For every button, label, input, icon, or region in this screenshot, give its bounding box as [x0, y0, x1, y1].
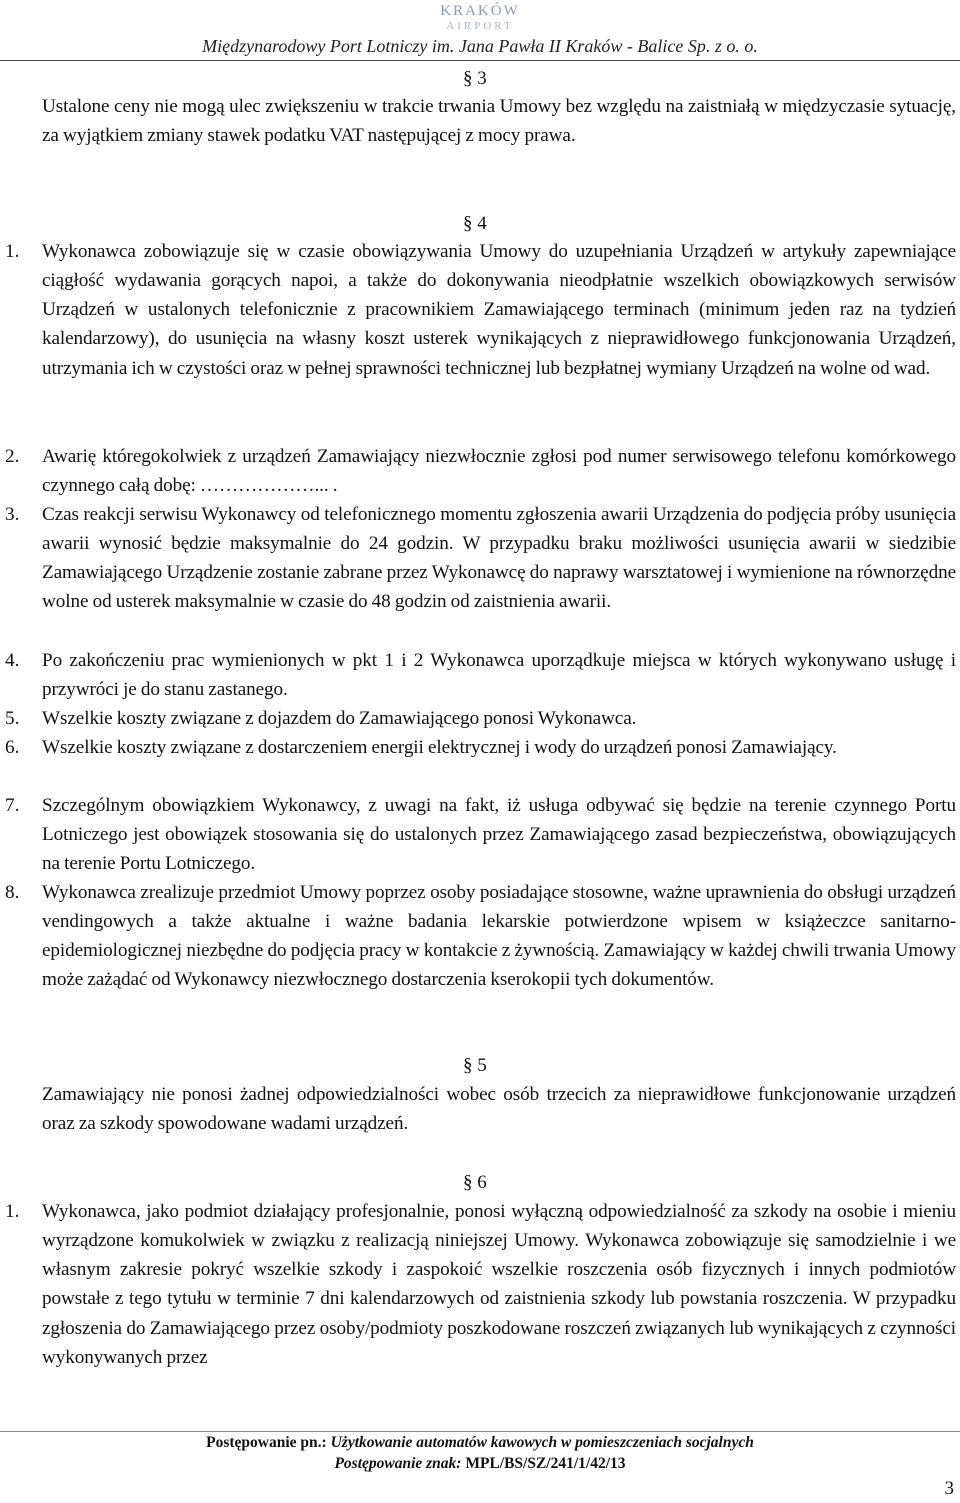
header-title: Międzynarodowy Port Lotniczy im. Jana Pawła II Kraków - Balice Sp. z o. o.: [202, 36, 758, 56]
section-4-item-6: [0, 733, 960, 762]
item-number: 4.: [5, 650, 20, 671]
page-footer: [0, 1432, 960, 1474]
item-text: Szczególnym obowiązkiem Wykonawcy, z uwagi na fakt, iż usługa odbywać się będzie na terenie czynnego Portu Lotniczego jest obowiązek stosowania się do ustalonych przez Zamawiającego zasad bezpieczeństwa, obowiązujących na terenie Portu Lotniczego.: [42, 795, 956, 875]
footer-line-2: [0, 1453, 960, 1474]
item-text: Wszelkie koszty związane z dojazdem do Zamawiającego ponosi Wykonawca.: [42, 708, 637, 729]
page-number: 3: [944, 1478, 954, 1499]
section-5-heading: § 5: [463, 1055, 487, 1076]
item-text: Wszelkie koszty związane z dostarczeniem energii elektrycznej i wody do urządzeń ponosi Zamawiający.: [42, 737, 837, 758]
item-text: Awarię któregokolwiek z urządzeń Zamawiający niezwłocznie zgłosi pod numer serwisowego telefonu komórkowego czynnego całą dobę: ………………... .: [42, 446, 956, 497]
footer-line-1: [0, 1432, 960, 1453]
logo-main-text: KRAKÓW: [440, 3, 520, 19]
item-number: 3.: [5, 504, 20, 525]
item-text: Wykonawca zrealizuje przedmiot Umowy poprzez osoby posiadające stosowne, ważne uprawnienia do obsługi urządzeń vendingowych a także aktualne i ważne badania lekarskie potwierdzone wpisem w książeczce sanitarno- epidemiologicznej niezbędne do podjęcia pracy w kontakcie z żywnością. Zamawiający w każdej chwili trwania Umowy może zażądać od Wykonawcy niezwłocznego dostarczenia kserokopii tych dokumentów.: [42, 882, 956, 991]
page-header: [0, 0, 960, 62]
item-number: 8.: [5, 882, 20, 903]
item-text: Czas reakcji serwisu Wykonawcy od telefonicznego momentu zgłoszenia awarii Urządzenia do podjęcia próby usunięcia awarii wynosić będzie maksymalnie do 24 godzin. W przypadku braku możliwości usunięcia awarii w siedzibie Zamawiającego Urządzenie zostanie zabrane przez Wykonawcę do naprawy warsztatowej i wymienione na równorzędne wolne od usterek maksymalnie w czasie do 48 godzin od zaistnienia awarii.: [42, 504, 956, 613]
section-4-item-3: [0, 500, 960, 617]
footer-label-2: Postępowanie znak:: [334, 1455, 462, 1472]
item-number: 1.: [5, 241, 20, 262]
item-text: Wykonawca, jako podmiot działający profesjonalnie, ponosi wyłączną odpowiedzialność za szkody na osobie i mieniu wyrządzone komukolwiek w związku z realizacją niniejszej Umowy. Wykonawca zobowiązuje się samodzielnie i we własnym zakresie pokryć wszelkie szkody i zaspokoić wszelkie roszczenia osób fizycznych i innych podmiotów powstałe z tego tytułu w terminie 7 dni kalendarzowych od zaistnienia szkody lub powstania roszczenia. W przypadku zgłoszenia do Zamawiającego przez osoby/podmioty poszkodowane roszczeń związanych lub wynikających z czynności wykonywanych przez: [42, 1201, 956, 1368]
section-3-heading: § 3: [463, 68, 487, 89]
logo-sub-text: AIRPORT: [446, 20, 514, 32]
item-number: 6.: [5, 737, 20, 758]
item-number: 7.: [5, 795, 20, 816]
section-6-item-1: [0, 1197, 960, 1372]
section-4-heading: § 4: [463, 213, 487, 234]
section-3-text: Ustalone ceny nie mogą ulec zwiększeniu w trakcie trwania Umowy bez względu na zaistniałą w międzyczasie sytuację, za wyjątkiem zmiany stawek podatku VAT następującej z mocy prawa.: [42, 96, 956, 147]
section-5-text: Zamawiający nie ponosi żadnej odpowiedzialności wobec osób trzecich za nieprawidłowe funkcjonowanie urządzeń oraz za szkody spowodowane wadami urządzeń.: [42, 1084, 956, 1135]
item-text: Wykonawca zobowiązuje się w czasie obowiązywania Umowy do uzupełniania Urządzeń w artykuły zapewniające ciągłość wydawania gorących napoi, a także do dokonywania nieodpłatnie wszelkich obowiązkowych serwisów Urządzeń w ustalonych telefonicznie z pracownikiem Zamawiającego terminach (minimum jeden raz na tydzień kalendarzowy), do usunięcia na własny koszt usterek wynikających z nieprawidłowego funkcjonowania Urządzeń, utrzymania ich w czystości oraz w pełnej sprawności technicznej lub bezpłatnej wymiany Urządzeń na wolne od wad.: [42, 241, 956, 379]
item-number: 1.: [5, 1201, 20, 1222]
item-number: 2.: [5, 446, 20, 467]
header-divider: [0, 60, 960, 61]
item-number: 5.: [5, 708, 20, 729]
section-6-heading: § 6: [463, 1172, 487, 1193]
section-4-item-7: [0, 791, 960, 878]
section-4-item-8: [0, 878, 960, 995]
footer-value-1: Użytkowanie automatów kawowych w pomieszczeniach socjalnych: [330, 1434, 754, 1451]
airport-logo: [0, 2, 960, 32]
item-text: Po zakończeniu prac wymienionych w pkt 1 i 2 Wykonawca uporządkuje miejsca w których wykonywano usługę i przywróci je do stanu zastanego.: [42, 650, 956, 701]
footer-label-1: Postępowanie pn.:: [206, 1434, 327, 1451]
footer-value-2: MPL/BS/SZ/241/1/42/13: [465, 1455, 626, 1472]
section-4-item-2: [0, 442, 960, 500]
section-4-item-4: [0, 646, 960, 704]
section-4-item-1: [0, 237, 960, 383]
section-4-item-5: [0, 704, 960, 733]
